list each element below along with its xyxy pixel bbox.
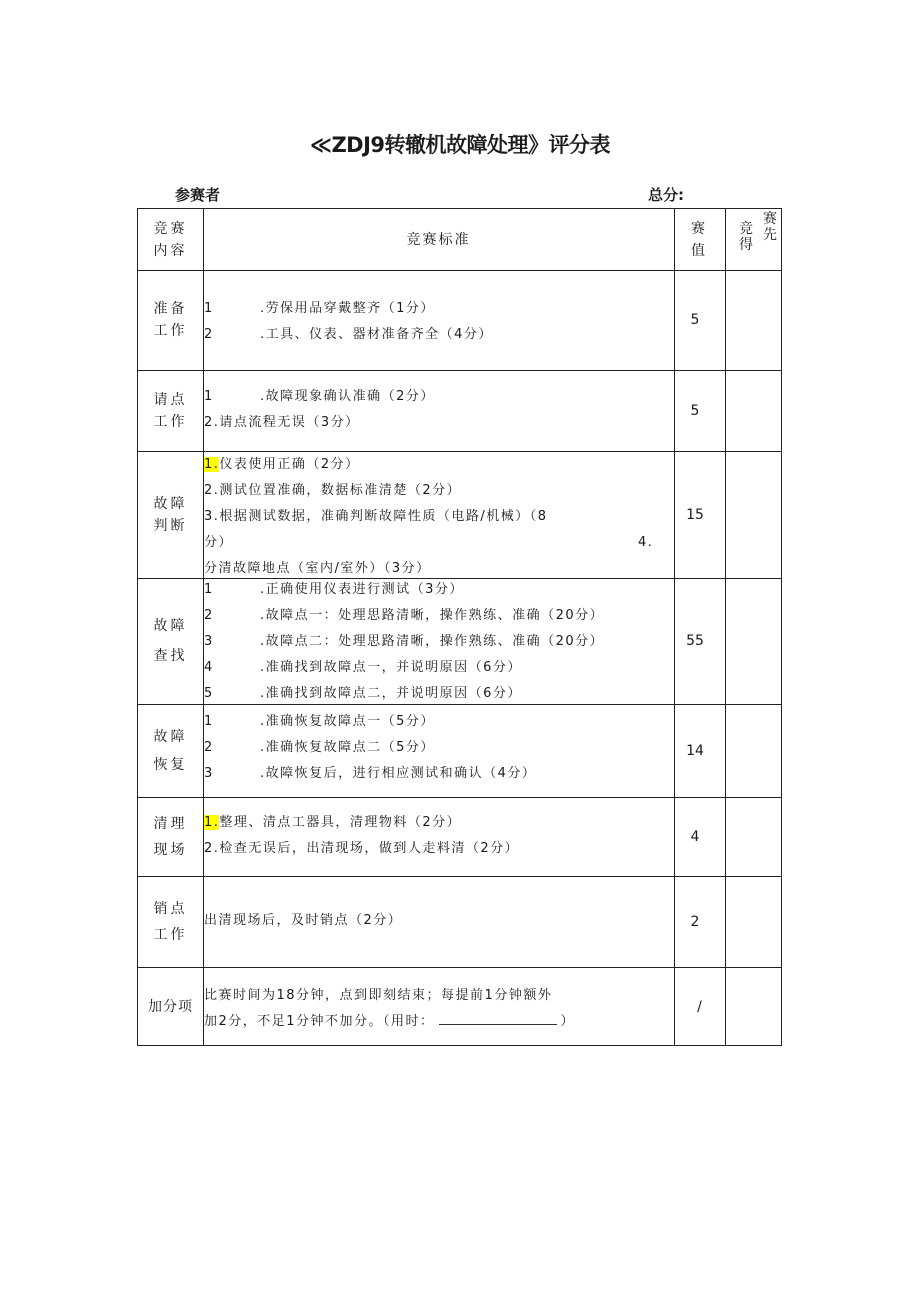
- value-recovery: 14: [686, 742, 704, 759]
- item-number: 2: [204, 327, 214, 342]
- item-text: .正确使用仪表进行测试（3分）: [260, 582, 464, 597]
- category-line2: 现场: [153, 841, 188, 858]
- category-line2: 恢复: [153, 756, 188, 773]
- item-text: .工具、仪表、器材准备齐全（4分）: [260, 327, 493, 342]
- header-content-line2: 内容: [153, 242, 188, 259]
- item-number: 1: [204, 301, 214, 316]
- item-number: 1: [204, 389, 214, 404]
- standard-prep: [204, 296, 674, 348]
- item-number: 2: [204, 740, 214, 755]
- value-close: 2: [690, 913, 700, 930]
- category-line2: 工作: [153, 323, 188, 339]
- value-request: 5: [690, 402, 700, 419]
- standard-request: [204, 384, 674, 436]
- contestant-label: 参赛者: [175, 186, 221, 204]
- category-line1: 故障: [153, 618, 188, 634]
- value-bonus: /: [697, 999, 702, 1015]
- item-text-highlighted: 1.整理、清点工器具，清理物料（2分）: [204, 815, 462, 830]
- header-content: [138, 209, 203, 270]
- standard-diagnosis: [204, 452, 674, 582]
- category-recovery: [138, 704, 203, 797]
- standard-close: [204, 908, 674, 934]
- page-title: ≪ZDJ9转辙机故障处理》评分表: [309, 133, 611, 157]
- item-text: .准确找到故障点一，并说明原因（6分）: [260, 660, 522, 675]
- item-number: 1: [204, 582, 214, 597]
- item-number: 4: [204, 660, 214, 675]
- standard-recovery: [204, 709, 674, 787]
- bonus-line2-end: ）: [560, 1014, 576, 1029]
- item-text: .故障现象确认准确（2分）: [260, 389, 435, 404]
- item-text-highlighted: 1.仪表使用正确（2分）: [204, 457, 360, 472]
- value-search: 55: [686, 633, 704, 649]
- category-line1: 准备: [153, 301, 188, 317]
- item-text: 仪表使用正确（2分）: [219, 457, 360, 472]
- category-close: [138, 876, 203, 967]
- header-score-col-a: 竞得: [739, 221, 753, 253]
- standard-search: [204, 577, 674, 703]
- header-value-line1: 赛: [691, 220, 708, 237]
- item-text: .故障恢复后，进行相应测试和确认（4分）: [260, 766, 537, 781]
- item-text: .故障点一：处理思路清晰，操作熟练、准确（20分）: [260, 608, 605, 623]
- item-text: 整理、清点工器具，清理物料（2分）: [219, 815, 462, 830]
- category-line2: 查找: [153, 648, 188, 664]
- value-cleanup: 4: [690, 828, 700, 845]
- item-text: .准确恢复故障点二（5分）: [260, 740, 435, 755]
- header-value-line2: 值: [691, 242, 708, 259]
- category-line1: 销点: [153, 900, 188, 917]
- category-bonus: 加分项: [148, 999, 193, 1015]
- item-text: 分）: [204, 535, 234, 550]
- header-value: [674, 217, 725, 262]
- item-text: 4.: [638, 535, 654, 550]
- header-content-line1: 竞赛: [153, 220, 188, 237]
- category-prep: [138, 270, 203, 370]
- value-diagnosis: 15: [686, 506, 704, 523]
- standard-cleanup: [204, 810, 674, 862]
- item-text: 2.请点流程无误（3分）: [204, 415, 360, 430]
- category-line1: 请点: [153, 391, 188, 408]
- item-text: 3.根据测试数据，准确判断故障性质（电路/机械）（8: [204, 509, 548, 524]
- item-text: .故障点二：处理思路清晰，操作熟练、准确（20分）: [260, 634, 605, 649]
- header-score-col-b: 赛先: [763, 211, 777, 243]
- item-text: 分清故障地点（室内/室外）（3分）: [204, 561, 431, 576]
- item-number: 1: [204, 714, 214, 729]
- category-cleanup: [138, 797, 203, 876]
- item-text: .准确找到故障点二，并说明原因（6分）: [260, 686, 522, 701]
- category-line1: 故障: [153, 495, 188, 512]
- item-text: .劳保用品穿戴整齐（1分）: [260, 301, 435, 316]
- bonus-line1: 比赛时间为18分钟，点到即刻结束；每提前1分钟额外: [204, 988, 553, 1003]
- score-table: [137, 208, 782, 1046]
- header-standard: 竞赛标准: [406, 231, 471, 248]
- total-score-label: 总分:: [648, 186, 684, 204]
- category-line1: 清理: [153, 815, 188, 832]
- category-line1: 故障: [153, 728, 188, 745]
- category-search: [138, 578, 203, 704]
- bonus-line2: 加2分，不足1分钟不加分。（用时：: [204, 1014, 435, 1029]
- item-text: .准确恢复故障点一（5分）: [260, 714, 435, 729]
- standard-bonus: [204, 983, 674, 1035]
- category-line2: 工作: [153, 413, 188, 430]
- value-prep: 5: [690, 312, 700, 328]
- item-text: 出清现场后，及时销点（2分）: [204, 913, 403, 928]
- time-used-field[interactable]: [439, 1010, 557, 1025]
- item-number: 3: [204, 766, 214, 781]
- item-number: 2: [204, 608, 214, 623]
- category-diagnosis: [138, 451, 203, 578]
- item-text: 2.测试位置准确，数据标准清楚（2分）: [204, 483, 462, 498]
- item-number: 5: [204, 686, 214, 701]
- category-line2: 判断: [153, 517, 188, 534]
- item-number: 3: [204, 634, 214, 649]
- category-line2: 工作: [153, 926, 188, 943]
- category-request: [138, 370, 203, 451]
- item-text: 2.检查无误后，出清现场，做到人走料清（2分）: [204, 841, 520, 856]
